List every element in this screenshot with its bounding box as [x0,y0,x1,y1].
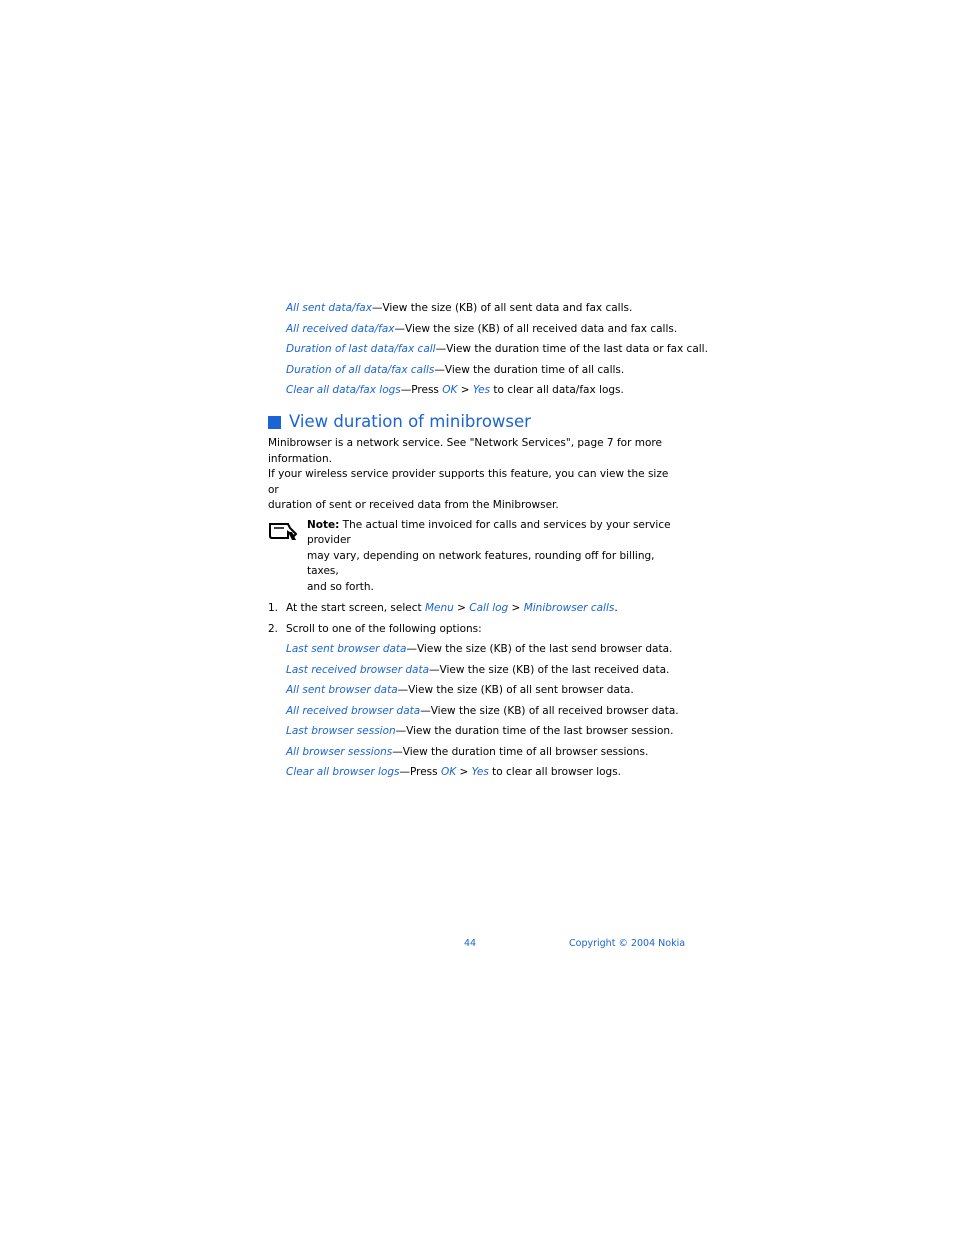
step-1 [268,601,678,616]
option-term: Clear all data/fax logs [286,384,401,397]
note-line: may vary, depending on network features, rounding off for billing, taxes, [307,549,655,578]
note-label: Note: [307,518,340,531]
option-term: All sent data/fax [286,302,372,314]
option-desc-tail: to clear all browser logs. [488,766,622,779]
list-item [286,663,678,678]
option-term: Clear all browser logs [286,766,400,779]
list-item [286,383,678,398]
step-text: Scroll to one of the following options: [286,622,482,635]
note-text [307,518,678,596]
yes-softkey: Yes [472,384,491,397]
list-item [286,704,678,719]
list-item [286,322,678,337]
list-item [286,765,678,780]
step-end: . [614,602,618,615]
ok-softkey: OK [440,766,457,779]
option-term: Duration of all data/fax calls [286,363,435,376]
option-term: Duration of last data/fax call [286,343,436,356]
option-desc: —View the size (KB) of the last send browser data. [406,643,673,656]
step-text [286,601,618,616]
option-desc: —View the duration time of all calls. [434,363,625,376]
list-item [286,642,678,657]
option-term: Last browser session [286,725,396,738]
intro-line: If your wireless service provider supports this feature, you can view the size or [268,468,669,496]
option-desc: —View the size (KB) of all received data and fax calls. [394,322,678,335]
menu-link: Menu [424,602,454,615]
option-term: Last sent browser data [286,643,407,656]
section-heading [268,412,678,432]
intro-line: duration of sent or received data from the Minibrowser. [268,499,559,512]
option-desc: —View the size (KB) of all received browser data. [420,704,679,717]
option-term: All received browser data [286,704,421,717]
note-block [268,518,678,596]
separator: > [457,384,473,397]
minibrowser-calls-link: Minibrowser calls [523,602,615,615]
list-item [286,301,678,316]
list-item [286,363,678,378]
option-desc: —View the duration time of all browser sessions. [392,745,649,758]
list-item [286,342,708,357]
option-desc: —View the duration time of the last data or fax call. [435,343,708,356]
intro-line: Minibrowser is a network service. See "Network Services", page 7 for more information. [268,437,662,465]
ok-softkey: OK [442,384,458,397]
separator: > [453,602,470,615]
separator: > [456,766,472,779]
call-log-link: Call log [469,602,509,615]
yes-softkey: Yes [471,766,489,779]
copyright: Copyright © 2004 Nokia [569,938,686,949]
page-content [268,301,708,786]
option-desc: —View the size (KB) of all sent data and fax calls. [371,302,633,314]
step-text-start: At the start screen, select [286,602,425,615]
step-2 [268,622,678,637]
option-desc-tail: to clear all data/fax logs. [490,384,624,397]
step-number: 2. [268,622,279,635]
list-item [286,745,678,760]
section-title: View duration of minibrowser [289,412,531,432]
option-term: All browser sessions [286,745,393,758]
option-desc: —View the size (KB) of the last received data. [429,663,670,676]
option-term: All sent browser data [286,684,398,697]
list-item [286,724,678,739]
option-desc: —Press [399,766,441,779]
note-hand-icon [268,520,298,596]
option-desc: —View the duration time of the last browser session. [395,725,674,738]
step-number: 1. [268,602,279,615]
option-term: All received data/fax [286,322,395,335]
list-item [286,683,678,698]
note-line: and so forth. [307,580,374,593]
separator: > [508,602,524,615]
note-line: The actual time invoiced for calls and services by your service provider [307,518,671,547]
intro-paragraph [268,436,678,514]
page-number: 44 [464,938,477,949]
heading-square-icon [268,416,281,429]
option-desc: —Press [400,384,443,397]
option-term: Last received browser data [286,663,430,676]
option-desc: —View the size (KB) of all sent browser data. [397,684,634,697]
